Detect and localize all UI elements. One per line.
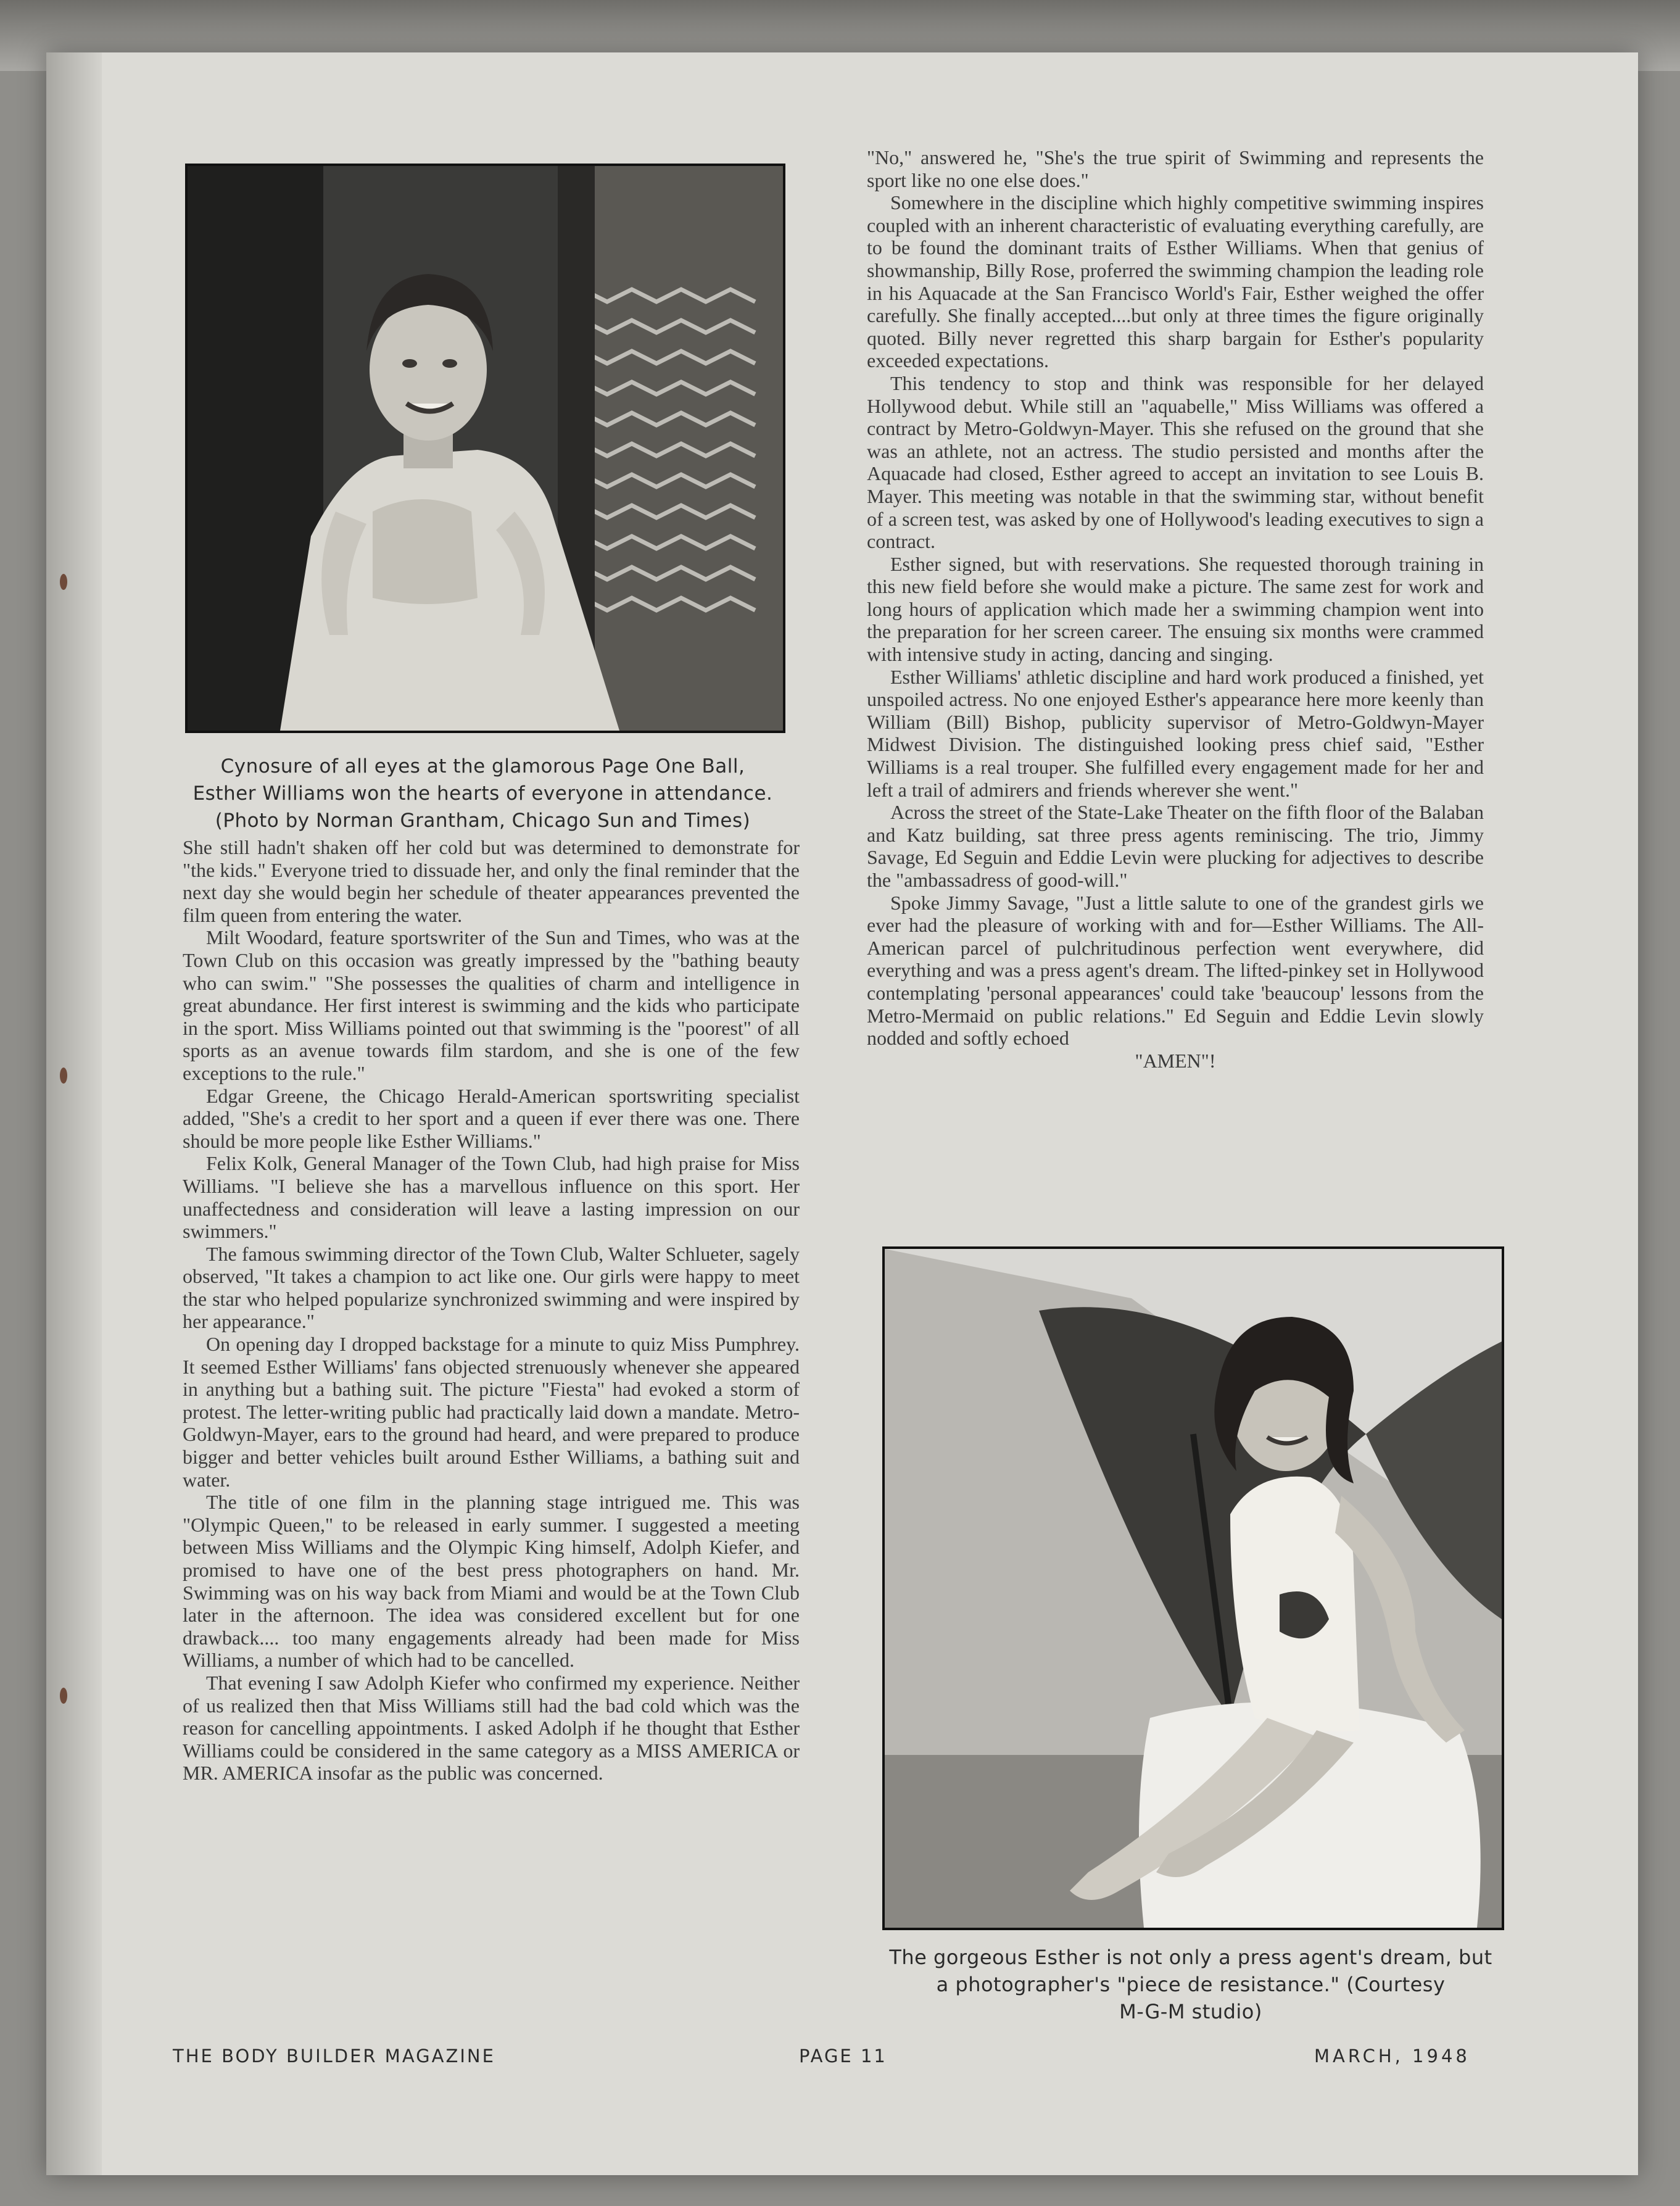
page-gutter: [46, 52, 102, 2175]
paragraph: On opening day I dropped backstage for a minute to quiz Miss Pumphrey. It seemed Esther Williams' fans objected strenuously whenever she appeared in anything but a bathing suit. The picture "Fiesta" had evoked a storm of protest. The letter-writing public had practically laid down a mandate. Metro-Goldwyn-Mayer, ears to the ground had heard, and were prepared to produce bigger and better vehicles built around Esther Williams, a bathing suit and water.: [183, 1333, 800, 1491]
paragraph: Felix Kolk, General Manager of the Town Club, had high praise for Miss Williams. "I believe she has a marvellous influence on this sport. Her unaffectedness and consideration will leave a lasting impression on our swimmers.": [183, 1152, 800, 1243]
caption-line: a photographer's "piece de resistance." (Courtesy: [936, 1973, 1446, 1996]
right-text-column: [867, 146, 1484, 1072]
footer-date: MARCH, 1948: [1314, 2046, 1470, 2067]
paragraph: Edgar Greene, the Chicago Herald-American sportswriting specialist added, "She's a credit to her sport and a queen if ever there was one. There should be more people like Esther Williams.": [183, 1084, 800, 1152]
paragraph: The title of one film in the planning stage intrigued me. This was "Olympic Queen," to be released in early summer. I suggested a meeting between Miss Williams and the Olympic King himself, Adolph Kiefer, and promised to have one of the best press photographers on hand. Mr. Swimming was on his way back from Miami and would be at the Town Club later in the afternoon. The idea was considered excellent but for one drawback.... too many engagements already had been made for Miss Williams, a number of which had to be cancelled.: [183, 1491, 800, 1672]
paragraph: Milt Woodard, feature sportswriter of the Sun and Times, who was at the Town Club on this occasion was greatly impressed by the "bathing beauty who can swim." "She possesses the qualities of charm and intelligence in great abundance. Her first interest is swimming and the kids who participate in the sport. Miss Williams pointed out that swimming is the "poorest" of all sports as an avenue towards film stardom, and she is one of the few exceptions to the rule.": [183, 926, 800, 1084]
paragraph: Somewhere in the discipline which highly competitive swimming inspires coupled with an inherent characteristic of evaluating everything carefully, are to be found the dominant traits of Esther Williams. When that genius of showmanship, Billy Rose, proferred the swimming champion the leading role in his Aquacade at the San Francisco World's Fair, Esther weighed the offer carefully. She finally accepted....but only at three times the figure originally quoted. Billy never regretted this sharp bargain for Esther's popularity exceeded expectations.: [867, 191, 1484, 372]
paragraph: She still hadn't shaken off her cold but was determined to demonstrate for "the kids." Everyone tried to dissuade her, and only the final reminder that the next day she would begin her schedule of theater appearances prevented the film queen from entering the water.: [183, 836, 800, 926]
paragraph: The famous swimming director of the Town Club, Walter Schlueter, sagely observed, "It takes a champion to act like one. Our girls were happy to meet the star who helped popularize synchronized swimming and were inspired by her appearance.": [183, 1242, 800, 1333]
caption-line: (Photo by Norman Grantham, Chicago Sun and Times): [215, 810, 751, 832]
paragraph: That evening I saw Adolph Kiefer who confirmed my experience. Neither of us realized then that Miss Williams still had the bad cold which was the reason for cancelling appointments. I asked Adolph if he thought that Esther Williams could be considered in the same category as a MISS AMERICA or MR. AMERICA insofar as the public was concerned.: [183, 1671, 800, 1785]
caption-line: Esther Williams won the hearts of everyone in attendance.: [192, 782, 773, 805]
paragraph: Esther signed, but with reservations. She requested thorough training in this new field before she would make a picture. The same zest for work and long hours of application which made her a swimming champion went into the preparation for her screen career. The ensuing six months were crammed with intensive study in acting, dancing and singing.: [867, 552, 1484, 666]
binding-hole: [60, 1068, 67, 1084]
photo-esther-gown: [185, 164, 785, 733]
caption-line: The gorgeous Esther is not only a press agent's dream, but: [889, 1946, 1492, 1969]
caption-line: M-G-M studio): [1119, 2000, 1262, 2023]
paragraph: Esther Williams' athletic discipline and hard work produced a finished, yet unspoiled actress. No one enjoyed Esther's appearance here more keenly than William (Bill) Bishop, publicity supervisor of Metro-Goldwyn-Mayer Midwest Division. The distinguished looking press chief said, "Esther Williams is a real trouper. She fulfilled every engagement made for her and left a trail of admirers and friends wherever she went.": [867, 665, 1484, 801]
amen-line: "AMEN"!: [1135, 1049, 1216, 1072]
footer-magazine-name: THE BODY BUILDER MAGAZINE: [173, 2046, 495, 2067]
bottom-photo-caption: [861, 1944, 1521, 2025]
paragraph: Spoke Jimmy Savage, "Just a little salute to one of the grandest girls we ever had the pleasure of working with and for—Esther Williams. The All-American parcel of pulchritudinous perfection went everywhere, did everything and was a press agent's dream. The lifted-pinkey set in Hollywood contemplating 'personal appearances' could take 'beaucoup' lessons from the Metro-Mermaid on public relations." Ed Seguin and Eddie Levin slowly nodded and softly echoed: [867, 891, 1484, 1050]
caption-line: Cynosure of all eyes at the glamorous Page One Ball,: [220, 755, 745, 777]
photo-esther-swimsuit: [882, 1246, 1504, 1930]
paragraph: "No," answered he, "She's the true spirit of Swimming and represents the sport like no one else does.": [867, 146, 1484, 191]
paragraph: Across the street of the State-Lake Theater on the fifth floor of the Balaban and Katz building, sat three press agents reminiscing. The trio, Jimmy Savage, Ed Seguin and Eddie Levin were plucking for adjectives to describe the "ambassadress of good-will.": [867, 801, 1484, 891]
footer-page-number: PAGE 11: [799, 2046, 887, 2067]
binding-hole: [60, 574, 67, 590]
top-photo-caption: [179, 753, 787, 834]
left-text-column: [183, 836, 800, 1785]
binding-hole: [60, 1688, 67, 1704]
paragraph: This tendency to stop and think was responsible for her delayed Hollywood debut. While still an "aquabelle," Miss Williams was offered a contract by Metro-Goldwyn-Mayer. This she refused on the ground that she was an athlete, not an actress. The studio persisted and months after the Aquacade had closed, Esther agreed to accept an invitation to see Louis B. Mayer. This meeting was notable in that the swimming star, without benefit of a screen test, was asked by one of Hollywood's leading executives to sign a contract.: [867, 371, 1484, 553]
